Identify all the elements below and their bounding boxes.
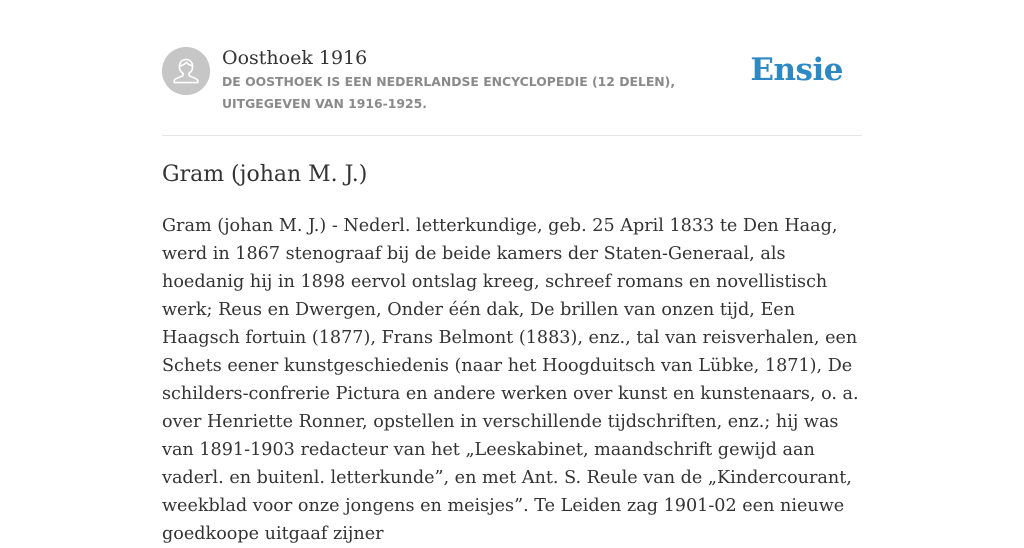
header-divider (162, 135, 862, 136)
user-avatar-icon[interactable] (162, 47, 210, 95)
source-header (162, 46, 862, 136)
source-info (222, 46, 762, 115)
article-title: Gram (johan M. J.) (162, 162, 368, 187)
ensie-logo[interactable]: Ensie (750, 52, 843, 88)
source-title[interactable]: Oosthoek 1916 (222, 47, 368, 69)
source-description: DE OOSTHOEK IS EEN NEDERLANDSE ENCYCLOPEDIE (12 DELEN), UITGEGEVEN VAN 1916-1925. (222, 74, 676, 111)
article-body: Gram (johan M. J.) - Nederl. letterkundige, geb. 25 April 1833 te Den Haag, werd in 1867 stenograaf bij de beide kamers der Staten-Generaal, als hoedanig hij in 1898 eervol ontslag kreeg, schreef romans en novellistisch werk; Reus en Dwergen, Onder één dak, De brillen van onzen tijd, Een Haagsch fortuin (1877), Frans Belmont (1883), enz., tal van reisverhalen, een Schets eener kunstgeschiedenis (naar het Hoogduitsch van Lübke, 1871), De schilders-confrerie Pictura en andere werken over kunst en kunstenaars, o. a. over Henriette Ronner, opstellen in verschillende tijdschriften, enz.; hij was van 1891-1903 redacteur van het „Leeskabinet, maandschrift gewijd aan vaderl. en buitenl. letterkunde”, en met Ant. S. Reule van de „Kindercourant, weekblad voor onze jongens en meisjes”. Te Leiden zag 1901-02 een nieuwe goedkoope uitgaaf zijner (162, 216, 859, 544)
